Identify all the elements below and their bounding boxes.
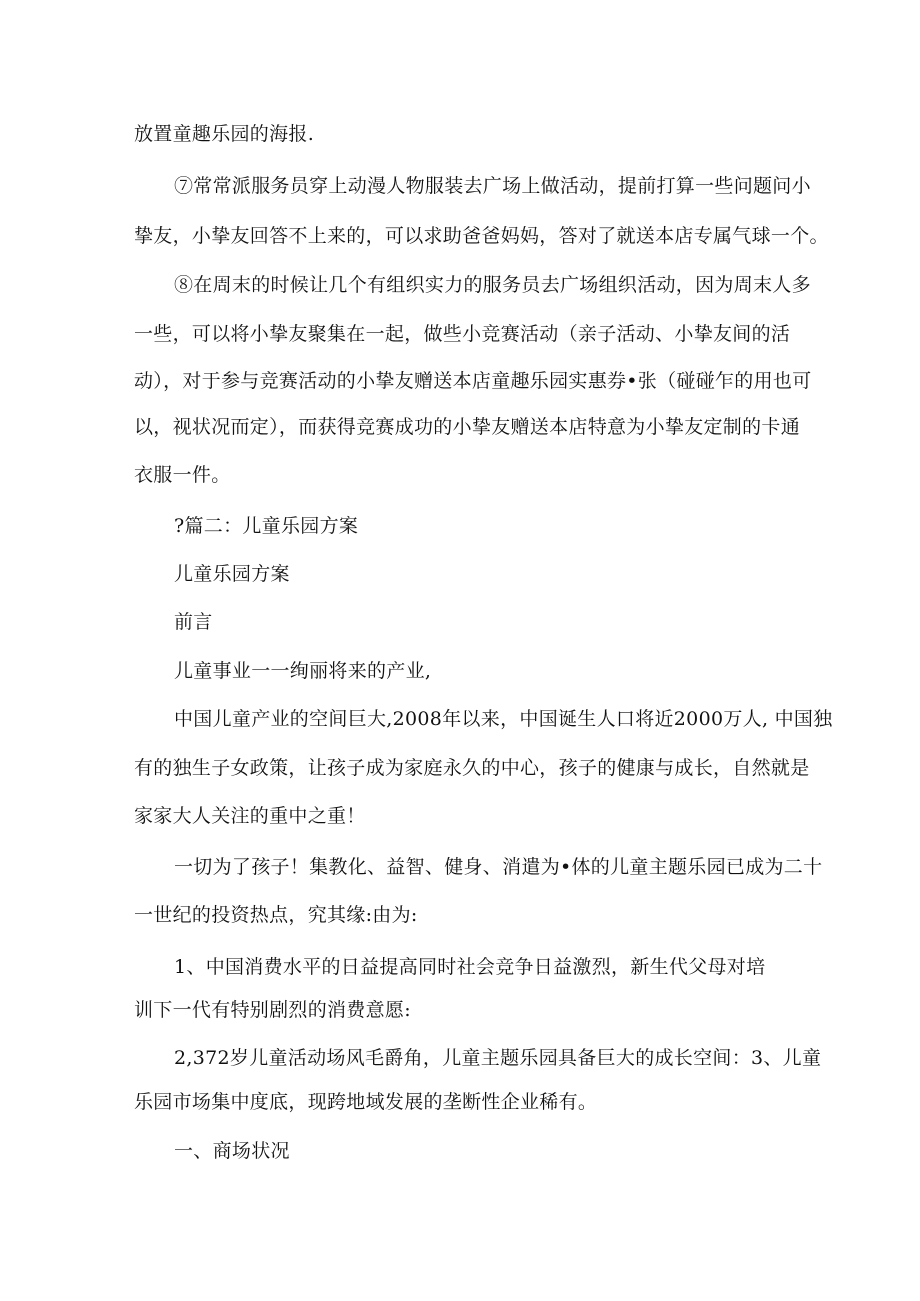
text-line: 一些，可以将小挚友聚集在一起，做些小竞赛活动（亲子活动、小挚友间的活 [134,323,791,345]
preface-heading: 前言 [174,611,213,633]
text-line: 衣服一件。 [134,464,231,486]
text-line: 儿童事业一一绚丽将来的产业, [174,660,432,682]
text-line: 1、中国消费水平的日益提高同时社会竞争日益激烈，新生代父母对培 [174,956,766,978]
text-line: 一切为了孩子！集教化、益智、健身、消遣为•体的儿童主题乐园已成为二十 [174,856,823,878]
text-line: 中国儿童产业的空间巨大,2008年以来，中国诞生人口将近2000万人, 中国独 [174,708,833,730]
text-line: 乐园市场集中度底，现跨地域发展的垄断性企业稀有。 [134,1091,598,1113]
text-line: ⑧在周末的时候让几个有组织实力的服务员去广场组织活动，因为周末人多 [174,274,811,296]
text-line: ⑦常常派服务员穿上动漫人物服装去广场上做活动，提前打算一些问题问小 [174,175,811,197]
text-line: 以，视状况而定），而获得竞赛成功的小挚友赠送本店特意为小挚友定制的卡通 [134,416,801,438]
text-line: 放置童趣乐园的海报. [134,123,315,145]
document-title: 儿童乐园方案 [174,563,290,585]
section-heading: 一、商场状况 [174,1140,290,1162]
section-heading: ?篇二：儿童乐园方案 [174,515,359,537]
text-line: 一世纪的投资热点，究其缘:由为: [134,904,418,926]
text-line: 挚友，小挚友回答不上来的，可以求助爸爸妈妈，答对了就送本店专属气球一个。 [134,225,829,247]
text-line: 动），对于参与竞赛活动的小挚友赠送本店童趣乐园实惠券•张（碰碰乍的用也可 [134,370,812,392]
text-line: 家家大人关注的重中之重！ [134,805,366,827]
text-line: 训下一代有特别剧烈的消费意愿: [134,999,411,1021]
text-line: 有的独生子女政策，让孩子成为家庭永久的中心，孩子的健康与成长，自然就是 [134,757,810,779]
text-line: 2,372岁儿童活动场风毛爵角，儿童主题乐园具备巨大的成长空间：3、儿童 [174,1047,822,1069]
